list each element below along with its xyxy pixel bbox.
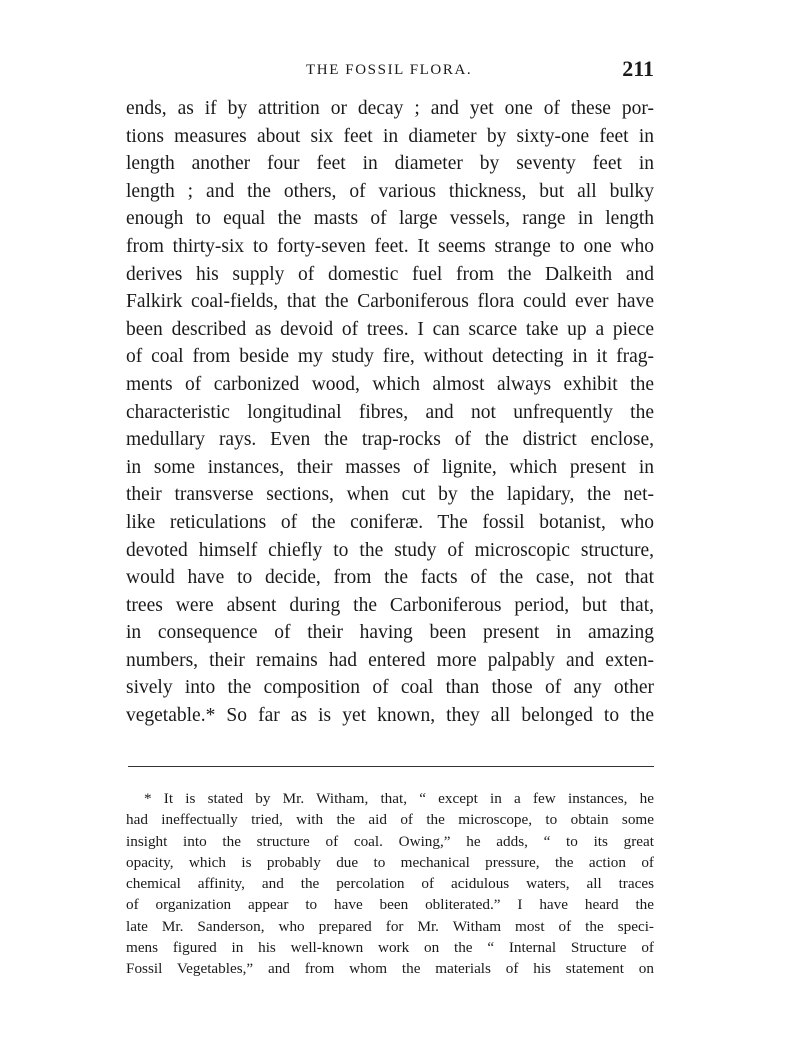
text-line: sively into the composition of coal than those of any other <box>126 677 654 699</box>
footnote-line: had ineffectually tried, with the aid of the microscope, to obtain some <box>126 811 654 829</box>
page-number: 211 <box>622 56 654 81</box>
text-line: numbers, their remains had entered more palpably and exten- <box>126 649 654 671</box>
footnote-divider <box>128 766 654 767</box>
text-line: medullary rays. Even the trap-rocks of the district enclose, <box>126 429 654 451</box>
text-line: characteristic longitudinal fibres, and not unfrequently the <box>126 401 654 423</box>
text-line: trees were absent during the Carboniferous period, but that, <box>126 594 654 616</box>
footnote-line: late Mr. Sanderson, who prepared for Mr. Witham most of the speci- <box>126 917 654 935</box>
text-line: devoted himself chiefly to the study of microscopic structure, <box>126 539 654 561</box>
text-line: like reticulations of the coniferæ. The fossil botanist, who <box>126 511 654 533</box>
footnote-line: Fossil Vegetables,” and from whom the materials of his statement on <box>126 960 654 978</box>
running-title: THE FOSSIL FLORA. <box>306 62 473 78</box>
footnote-line: of organization appear to have been obliterated.” I have heard the <box>126 896 654 914</box>
text-line: in some instances, their masses of lignite, which present in <box>126 456 654 478</box>
text-line: enough to equal the masts of large vessels, range in length <box>126 208 654 230</box>
running-head <box>126 56 654 86</box>
text-line: been described as devoid of trees. I can scarce take up a piece <box>126 318 654 340</box>
footnote-line: opacity, which is probably due to mechanical pressure, the action of <box>126 853 654 871</box>
book-page <box>126 0 654 1050</box>
text-line: ends, as if by attrition or decay ; and yet one of these por- <box>126 98 654 119</box>
text-line: Falkirk coal-fields, that the Carboniferous flora could ever have <box>126 291 654 313</box>
footnote-line: insight into the structure of coal. Owing,” he adds, “ to its great <box>126 832 654 850</box>
footnote-line: * It is stated by Mr. Witham, that, “ except in a few instances, he <box>144 790 654 807</box>
footnote-line: mens figured in his well-known work on the “ Internal Structure of <box>126 939 654 957</box>
text-line: length ; and the others, of various thickness, but all bulky <box>126 180 654 202</box>
text-line: would have to decide, from the facts of the case, not that <box>126 567 654 589</box>
text-line: ments of carbonized wood, which almost always exhibit the <box>126 373 654 395</box>
text-line: tions measures about six feet in diameter by sixty-one feet in <box>126 125 654 147</box>
footnote-line: chemical affinity, and the percolation of acidulous waters, all traces <box>126 875 654 893</box>
text-line: length another four feet in diameter by seventy feet in <box>126 153 654 175</box>
text-line: of coal from beside my study fire, without detecting in it frag- <box>126 346 654 368</box>
text-line: vegetable.* So far as is yet known, they all belonged to the <box>126 705 654 727</box>
body-text <box>126 95 654 730</box>
text-line: from thirty-six to forty-seven feet. It seems strange to one who <box>126 235 654 257</box>
footnote <box>126 788 654 980</box>
text-line: in consequence of their having been present in amazing <box>126 622 654 644</box>
text-line: their transverse sections, when cut by the lapidary, the net- <box>126 484 654 506</box>
text-line: derives his supply of domestic fuel from the Dalkeith and <box>126 263 654 285</box>
